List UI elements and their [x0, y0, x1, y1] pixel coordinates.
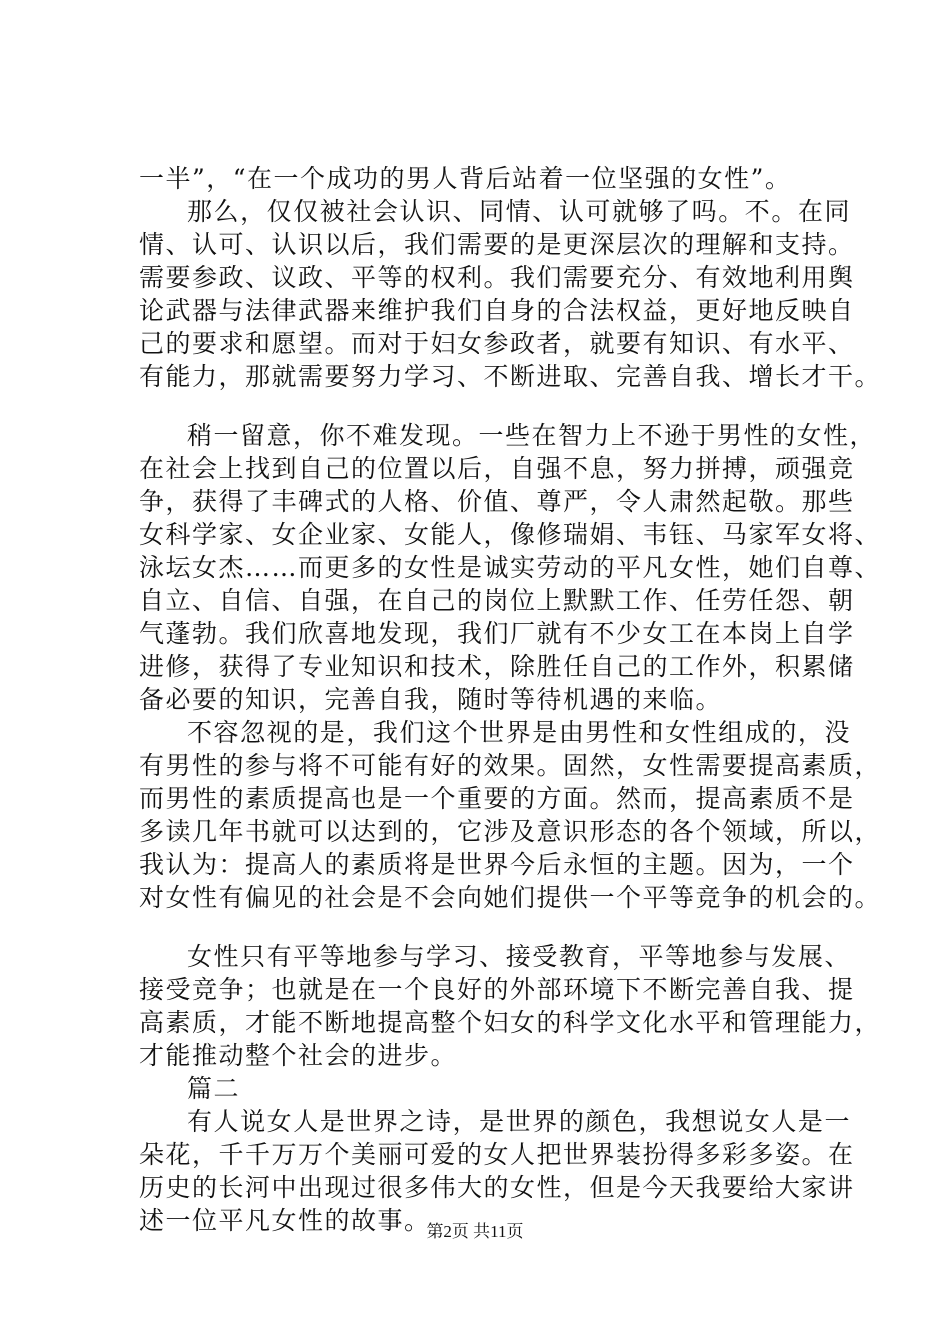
text-line: 朵花，千千万万个美丽可爱的女人把世界装扮得多彩多姿。在: [139, 1140, 855, 1169]
text-line: 历史的长河中出现过很多伟大的女性，但是今天我要给大家讲: [139, 1173, 855, 1202]
text-line: 自立、自信、自强，在自己的岗位上默默工作、任劳任怨、朝: [139, 586, 855, 615]
text-line: 论武器与法律武器来维护我们自身的合法权益，更好地反映自: [139, 296, 855, 325]
text-line: 女性只有平等地参与学习、接受教育，平等地参与发展、: [187, 942, 851, 971]
text-line: 己的要求和愿望。而对于妇女参政者，就要有知识、有水平、: [139, 329, 855, 358]
text-line: 而男性的素质提高也是一个重要的方面。然而，提高素质不是: [139, 784, 855, 813]
text-line: 进修，获得了专业知识和技术，除胜任自己的工作外，积累储: [139, 652, 855, 681]
text-line: 才能推动整个社会的进步。: [139, 1041, 458, 1070]
text-line: 备必要的知识，完善自我，随时等待机遇的来临。: [139, 685, 723, 714]
paragraph-gap: [139, 393, 851, 419]
text-line: 述一位平凡女性的故事。: [139, 1206, 431, 1235]
document-body: [139, 162, 882, 1237]
paragraph-gap: [139, 914, 851, 940]
text-line: 在社会上找到自己的位置以后，自强不息，努力拼搏，顽强竞: [139, 454, 855, 483]
text-line: 高素质，才能不断地提高整个妇女的科学文化水平和管理能力，: [139, 1008, 882, 1037]
text-line: 有能力，那就需要努力学习、不断进取、完善自我、增长才干。: [139, 362, 882, 391]
text-line: 情、认可、认识以后，我们需要的是更深层次的理解和支持。: [139, 230, 855, 259]
text-line: 争，获得了丰碑式的人格、价值、尊严，令人肃然起敬。那些: [139, 487, 855, 516]
section-heading: 篇二: [187, 1074, 241, 1103]
text-line: 接受竞争；也就是在一个良好的外部环境下不断完善自我、提: [139, 975, 855, 1004]
text-line: 不容忽视的是，我们这个世界是由男性和女性组成的，没: [187, 718, 851, 747]
text-line: 泳坛女杰……而更多的女性是诚实劳动的平凡女性，她们自尊、: [139, 553, 882, 582]
text-line: 女科学家、女企业家、女能人，像修瑞娟、韦钰、马家军女将、: [139, 520, 882, 549]
text-line: 对女性有偏见的社会是不会向她们提供一个平等竞争的机会的。: [139, 883, 882, 912]
text-line: 多读几年书就可以达到的，它涉及意识形态的各个领域，所以，: [139, 817, 882, 846]
text-line: 有男性的参与将不可能有好的效果。固然，女性需要提高素质，: [139, 751, 882, 780]
text-line: 气蓬勃。我们欣喜地发现，我们厂就有不少女工在本岗上自学: [139, 619, 855, 648]
text-line: 需要参政、议政、平等的权利。我们需要充分、有效地利用舆: [139, 263, 855, 292]
text-line: 那么，仅仅被社会认识、同情、认可就够了吗。不。在同: [187, 197, 851, 226]
text-line: 稍一留意，你不难发现。一些在智力上不逊于男性的女性，: [187, 421, 877, 450]
text-line: 一半”，“在一个成功的男人背后站着一位坚强的女性”。: [139, 164, 792, 193]
text-line: 有人说女人是世界之诗，是世界的颜色，我想说女人是一: [187, 1107, 851, 1136]
text-line: 我认为：提高人的素质将是世界今后永恒的主题。因为，一个: [139, 850, 855, 879]
page-number-footer: 第2页 共11页: [426, 1222, 524, 1241]
